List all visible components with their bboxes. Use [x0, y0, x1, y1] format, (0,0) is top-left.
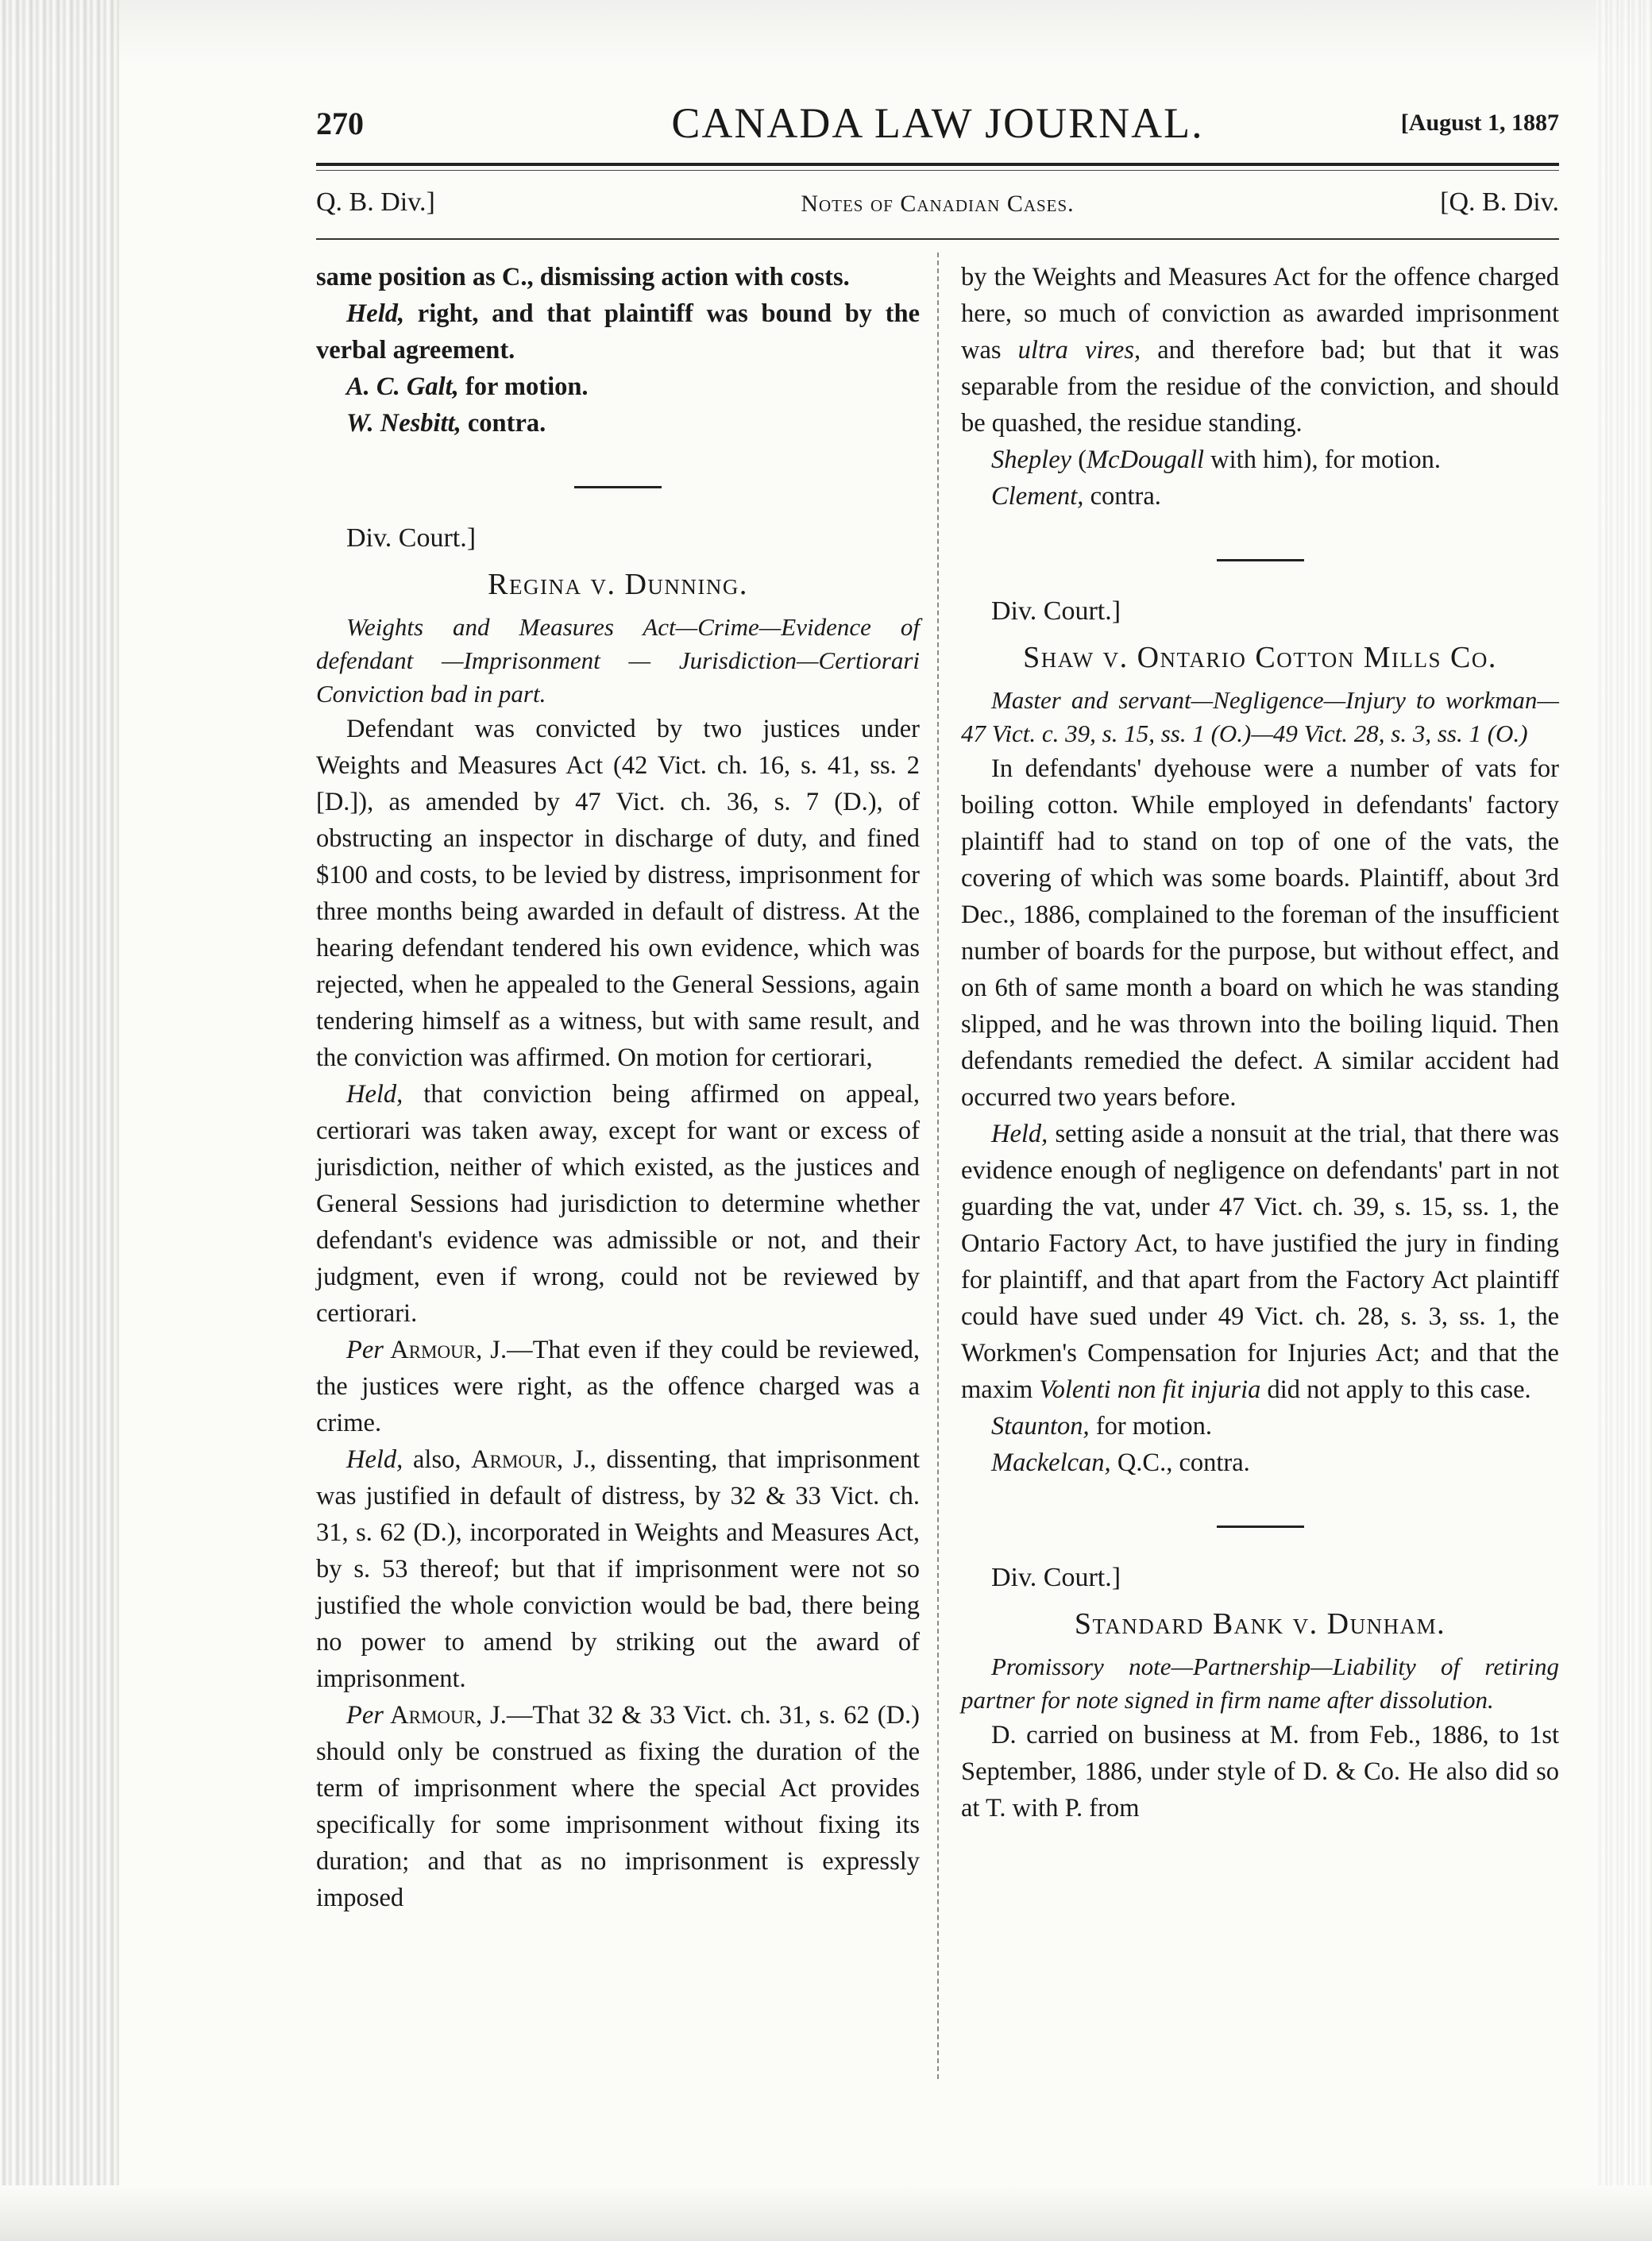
- counsel-role: Q.C., contra.: [1110, 1448, 1250, 1477]
- held-word: Held,: [991, 1120, 1048, 1148]
- counsel-name: Mackelcan,: [991, 1448, 1111, 1477]
- scan-bottom-edge: [0, 2185, 1652, 2241]
- paragraph-text: setting aside a nonsuit at the trial, that there was evidence enough of negligence on defendants' part in not guarding the vat, under 47 Vict. ch. 39, s. 15, ss. 1, the Ontario Factory Act, to have justified the jury in finding for plaintiff, and that apart from the Factory Act plaintiff could have sued under 49 Vict. ch. 28, s. 3, ss. 1, the Workmen's Compensation for Injuries Act; and that the maxim: [961, 1120, 1559, 1404]
- judge-name: Armour,: [383, 1336, 483, 1364]
- counsel-role: contra.: [461, 409, 546, 438]
- right-column: [961, 259, 1559, 1826]
- counsel-line: [961, 1444, 1559, 1481]
- counsel-name: W. Nesbitt,: [346, 409, 461, 438]
- counsel-role: with him), for motion.: [1204, 446, 1441, 474]
- paragraph: [961, 1116, 1559, 1408]
- paragraph: [316, 1441, 920, 1697]
- court-label: Div. Court.]: [346, 523, 477, 553]
- counsel-name: Staunton,: [991, 1412, 1090, 1441]
- case-separator: [574, 486, 662, 488]
- paragraph-text: and therefore bad; but that it was separable from the residue of the conviction, and should be quashed, the residue standing.: [961, 336, 1559, 438]
- section-header: [316, 187, 1559, 227]
- counsel-line: [316, 368, 920, 405]
- court-label: Div. Court.]: [991, 596, 1121, 626]
- counsel-name: Clement,: [991, 482, 1084, 511]
- counsel-line: [316, 405, 920, 442]
- paragraph: [316, 1332, 920, 1441]
- case-title: Regina v. Dunning.: [488, 568, 748, 601]
- case-separator: [1217, 1526, 1304, 1528]
- latin-phrase: ultra vires,: [1017, 336, 1141, 364]
- division-left: Q. B. Div.]: [316, 187, 435, 217]
- journal-title: CANADA LAW JOURNAL.: [671, 99, 1204, 147]
- counsel-name: Shepley: [991, 446, 1072, 474]
- held-word: Held,: [346, 1080, 403, 1109]
- counsel-name: A. C. Galt,: [346, 372, 459, 401]
- header-rule-thick: [316, 163, 1559, 166]
- paragraph-text: right, and that plaintiff was bound by the verbal agreement.: [316, 299, 920, 364]
- judge-name: Armour,: [471, 1445, 564, 1474]
- paragraph-text: also,: [403, 1445, 472, 1474]
- held-word: Held,: [346, 1445, 403, 1474]
- paragraph: Defendant was convicted by two justices under Weights and Measures Act (42 Vict. ch. 16, s. 41, ss. 2 [D.]), as amended by 47 Vict. ch. 36, s. 7 (D.), of obstructing an inspector in discharge of duty, and fined $100 and costs, to be levied by distress, imprisonment for three months being awarded in default of distress. At the hearing defendant tendered his own evidence, which was rejected, when he appealed to the General Sessions, again tendering himself as a witness, but with same result, and the conviction was affirmed. On motion for certiorari,: [316, 715, 920, 1072]
- header-rule-thin: [316, 170, 1559, 171]
- paragraph-text: by the Weights and Measures Act for the offence charged here, so much of conviction as awarded imprisonment was: [961, 263, 1559, 364]
- counsel-role: contra.: [1083, 482, 1161, 511]
- court-label: Div. Court.]: [991, 1563, 1121, 1592]
- paragraph: same position as C., dismissing action with costs.: [316, 263, 850, 291]
- paragraph: [961, 259, 1559, 442]
- subheader-rule: [316, 238, 1559, 240]
- latin-maxim: Volenti non fit injuria: [1039, 1375, 1261, 1404]
- paragraph: In defendants' dyehouse were a number of vats for boiling cotton. While employed in defendants' factory plaintiff had to stand on top of one of the vats, the covering of which was some boards. Plaintiff, about 3rd Dec., 1886, complained to the foreman of the insufficient number of boards for the purpose, but without effect, and on 6th of same month a board on which he was standing slipped, and he was thrown into the boiling liquid. Then defendants remedied the defect. A similar accident had occurred two years before.: [961, 754, 1559, 1112]
- paragraph: [316, 295, 920, 368]
- judge-name: Armour,: [383, 1701, 483, 1730]
- case-title: Standard Bank v. Dunham.: [1074, 1607, 1446, 1641]
- held-word: Held,: [346, 299, 405, 328]
- case-separator: [1217, 559, 1304, 561]
- counsel-role: for motion.: [458, 372, 589, 401]
- page-number: 270: [316, 106, 364, 141]
- scan-binding-edge: [0, 0, 119, 2241]
- per-word: Per: [346, 1336, 384, 1364]
- catchwords: Master and servant—Negligence—Injury to workman—47 Vict. c. 39, s. 15, ss. 1 (O.)—49 Vict. 28, s. 3, ss. 1 (O.): [961, 686, 1559, 747]
- scan-top-edge: [0, 0, 1652, 64]
- paragraph-text: that conviction being affirmed on appeal, certiorari was taken away, except for want or excess of jurisdiction, neither of which existed, as the justices and General Sessions had jurisdiction to determine whether defendant's evidence was admissible or not, and their judgment, even if wrong, could not be reviewed by certiorari.: [316, 1080, 920, 1328]
- catchwords: Weights and Measures Act—Crime—Evidence of defendant —Imprisonment — Jurisdiction—Certiorari Conviction bad in part.: [316, 613, 920, 708]
- running-header: [316, 97, 1559, 152]
- paragraph-text: J.—That even if they could be reviewed, the justices were right, as the offence charged was a crime.: [316, 1336, 921, 1437]
- counsel-line: [961, 1408, 1559, 1444]
- paragraph: [316, 1697, 920, 1916]
- counsel-role: for motion.: [1089, 1412, 1213, 1441]
- per-word: Per: [346, 1701, 384, 1730]
- division-right: [Q. B. Div.: [1440, 187, 1559, 217]
- paragraph-text: J., dissenting, that imprisonment was justified in default of distress, by 32 & 33 Vict. ch. 31, s. 62 (D.), incorporated in Weights and Measures Act, by s. 53 thereof; but that if imprisonment were not so justified the whole conviction would be bad, there being no power to amend by striking out the award of imprisonment.: [316, 1445, 920, 1693]
- left-column: [316, 259, 920, 1916]
- counsel-name: McDougall: [1087, 446, 1205, 474]
- section-title: Notes of Canadian Cases.: [801, 191, 1075, 217]
- counsel-line: [961, 478, 1559, 515]
- paragraph-text: J.—That 32 & 33 Vict. ch. 31, s. 62 (D.) should only be construed as fixing the duration of the term of imprisonment where the special Act provides specifically for some imprisonment without fixing its duration; and that as no imprisonment is expressly imposed: [316, 1701, 920, 1912]
- counsel-line: [961, 442, 1559, 478]
- column-divider: [937, 253, 939, 2079]
- scan-right-edge: [1596, 0, 1652, 2241]
- paragraph-text: did not apply to this case.: [1260, 1375, 1531, 1404]
- paragraph: [316, 1076, 920, 1332]
- counsel-role: (: [1071, 446, 1087, 474]
- issue-date: [August 1, 1887: [1400, 110, 1559, 136]
- case-title: Shaw v. Ontario Cotton Mills Co.: [1023, 641, 1497, 674]
- paragraph: D. carried on business at M. from Feb., 1886, to 1st September, 1886, under style of D. & Co. He also did so at T. with P. from: [961, 1721, 1559, 1822]
- catchwords: Promissory note—Partnership—Liability of retiring partner for note signed in firm name after dissolution.: [961, 1653, 1559, 1714]
